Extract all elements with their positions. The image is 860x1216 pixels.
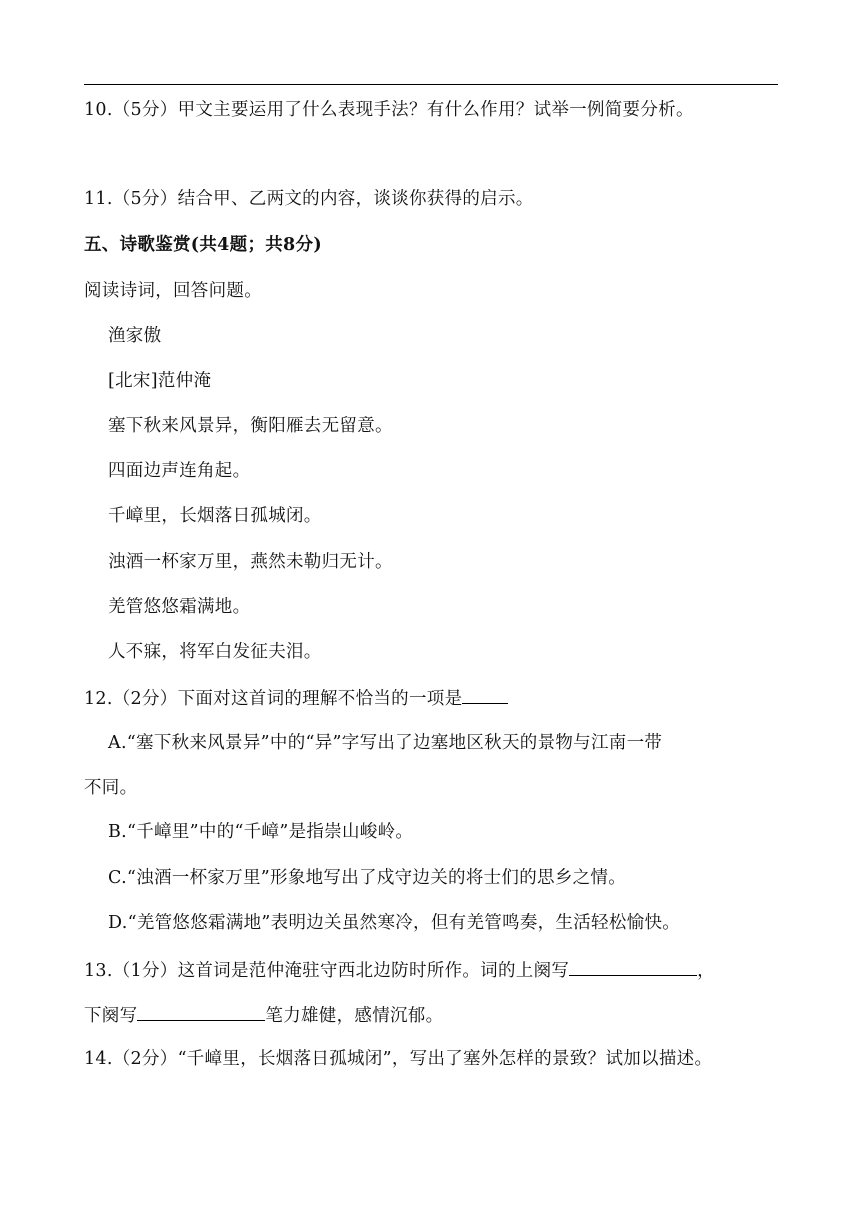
poem-title: 渔家傲 [108,326,162,346]
poem-line: 塞下秋来风景异，衡阳雁去无留意。 [108,416,393,436]
answer-blank[interactable] [569,957,697,976]
question-12-text: 12.（2分）下面对这首词的理解不恰当的一项是 [84,689,463,709]
question-13-line-2 [84,1002,443,1028]
poem-line: 羌管悠悠霜满地。 [108,597,251,617]
poem-line: 人不寐，将军白发征夫泪。 [108,642,322,662]
option-a: A.“塞下秋来风景异”中的“异”字写出了边塞地区秋天的景物与江南一带 [108,733,663,753]
question-10: 10.（5分）甲文主要运用了什么表现手法？有什么作用？试举一例简要分析。 [84,100,694,120]
question-11: 11.（5分）结合甲、乙两文的内容，谈谈你获得的启示。 [84,189,534,209]
option-c: C.“浊酒一杯家万里”形象地写出了戍守边关的将士们的思乡之情。 [108,868,627,888]
question-14: 14.（2分）“千嶂里，长烟落日孤城闭”，写出了塞外怎样的景致？试加以描述。 [84,1049,713,1069]
poem-author: [北宋]范仲淹 [108,371,212,391]
question-13-text-3: 笔力雄健，感情沉郁。 [265,1006,444,1026]
option-b: B.“千嶂里”中的“千嶂”是指崇山峻岭。 [108,822,414,842]
poem-line: 浊酒一杯家万里，燕然未勒归无计。 [108,552,393,572]
question-13-text-2: 下阕写 [84,1006,138,1026]
question-12-stem [84,685,508,711]
option-d: D.“羌管悠悠霜满地”表明边关虽然寒冷，但有羌管鸣奏，生活轻松愉快。 [108,913,681,933]
answer-blank[interactable] [462,685,508,704]
header-rule [84,84,778,85]
poem-line: 四面边声连角起。 [108,461,251,481]
question-13-comma: ， [697,961,715,981]
option-a-continued: 不同。 [84,778,138,798]
reading-instruction: 阅读诗词，回答问题。 [84,281,262,301]
question-13-line-1 [84,957,715,983]
poem-line: 千嶂里，长烟落日孤城闭。 [108,506,322,526]
question-13-text: 13.（1分）这首词是范仲淹驻守西北边防时所作。词的上阕写 [84,961,570,981]
section-title: 五、诗歌鉴赏(共4题；共8分) [84,235,322,255]
answer-blank[interactable] [137,1002,265,1021]
